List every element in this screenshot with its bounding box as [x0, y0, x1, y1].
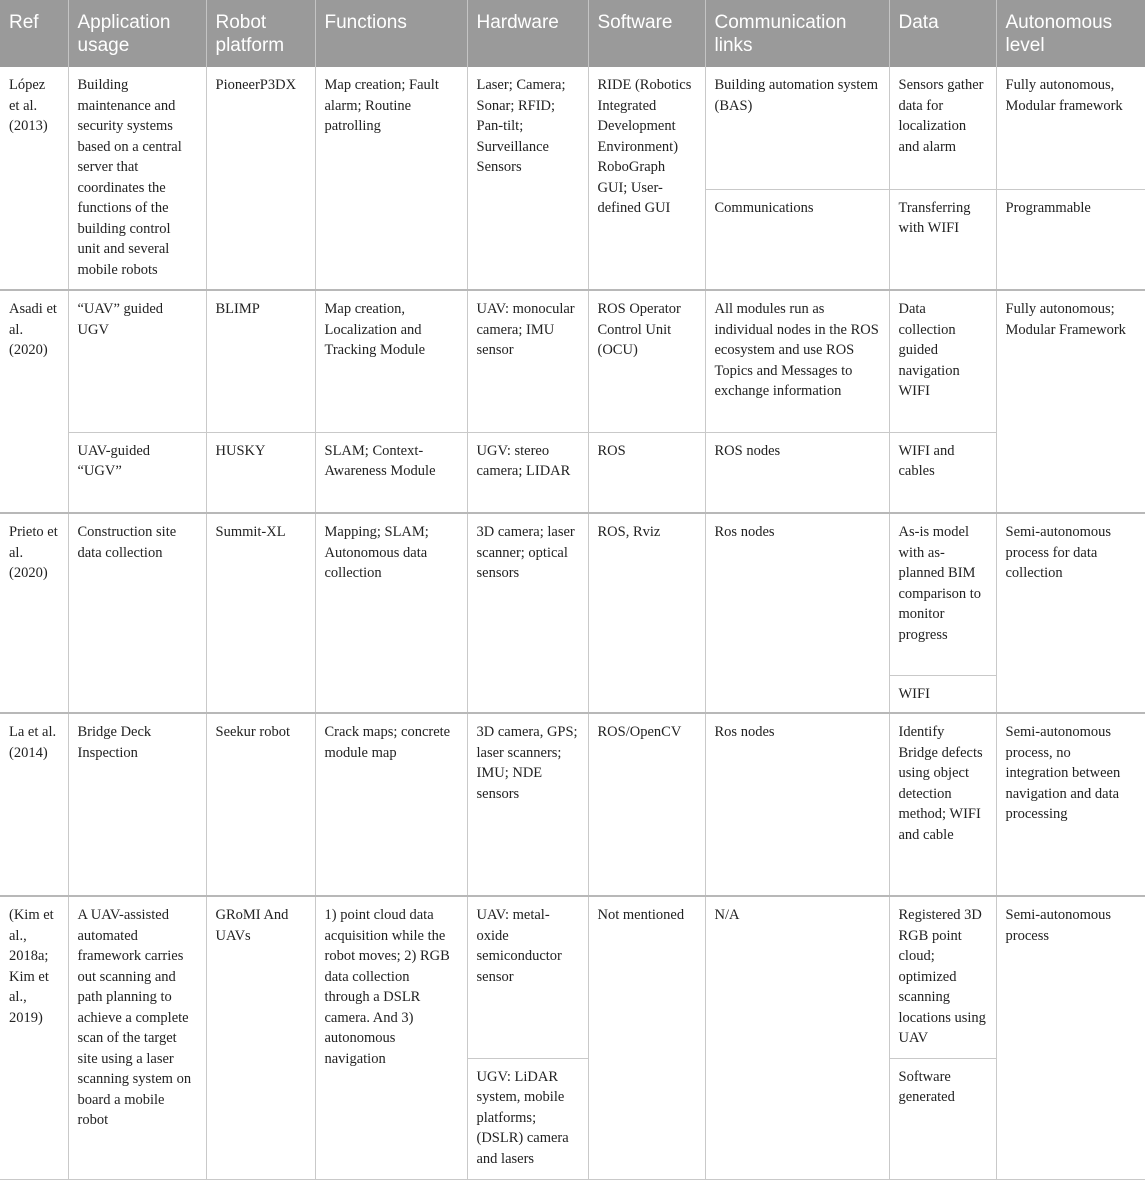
cell-ref: López et al. (2013) — [0, 67, 68, 290]
cell-hardware: 3D camera, GPS; laser scanners; IMU; NDE sensors — [467, 713, 588, 896]
header-functions: Functions — [315, 0, 467, 67]
header-row — [0, 0, 1145, 67]
cell-data: WIFI — [889, 675, 996, 713]
cell-application-usage: Construction site data collection — [68, 513, 206, 713]
cell-autonomous-level: Programmable — [996, 189, 1145, 290]
cell-hardware: UAV: metal-oxide semiconductor sensor — [467, 896, 588, 1058]
cell-hardware: Laser; Camera; Sonar; RFID; Pan-tilt; Surveillance Sensors — [467, 67, 588, 290]
cell-hardware: UAV: monocular camera; IMU sensor — [467, 290, 588, 432]
cell-application-usage: UAV-guided “UGV” — [68, 432, 206, 513]
cell-hardware: UGV: stereo camera; LIDAR — [467, 432, 588, 513]
cell-robot-platform: PioneerP3DX — [206, 67, 315, 290]
cell-software: RIDE (Robotics Integrated Development Environment) RoboGraph GUI; User-defined GUI — [588, 67, 705, 290]
cell-application-usage: Building maintenance and security systems based on a central server that coordinates the functions of the building control unit and several mobile robots — [68, 67, 206, 290]
cell-hardware: 3D camera; laser scanner; optical sensors — [467, 513, 588, 713]
cell-functions: Mapping; SLAM; Autonomous data collection — [315, 513, 467, 713]
cell-ref: Asadi et al. (2020) — [0, 290, 68, 513]
cell-software: ROS — [588, 432, 705, 513]
header-robot-platform: Robot platform — [206, 0, 315, 67]
cell-robot-platform: GRoMI And UAVs — [206, 896, 315, 1179]
cell-data: As-is model with as-planned BIM comparison to monitor progress — [889, 513, 996, 675]
cell-ref: Prieto et al. (2020) — [0, 513, 68, 713]
cell-autonomous-level: Fully autonomous, Modular framework — [996, 67, 1145, 189]
cell-robot-platform: BLIMP — [206, 290, 315, 432]
header-hardware: Hardware — [467, 0, 588, 67]
cell-robot-platform: HUSKY — [206, 432, 315, 513]
cell-ref: La et al. (2014) — [0, 713, 68, 896]
header-application-usage: Application usage — [68, 0, 206, 67]
cell-communication-links: Ros nodes — [705, 713, 889, 896]
header-ref: Ref — [0, 0, 68, 67]
cell-robot-platform: Summit-XL — [206, 513, 315, 713]
cell-data: Registered 3D RGB point cloud; optimized scanning locations using UAV — [889, 896, 996, 1058]
header-autonomous-level: Autonomous level — [996, 0, 1145, 67]
cell-autonomous-level: Semi-autonomous process, no integration between navigation and data processing — [996, 713, 1145, 896]
header-software: Software — [588, 0, 705, 67]
cell-communication-links: ROS nodes — [705, 432, 889, 513]
cell-hardware: UGV: LiDAR system, mobile platforms; (DSLR) camera and lasers — [467, 1058, 588, 1179]
cell-communication-links: Building automation system (BAS) — [705, 67, 889, 189]
cell-functions: Map creation, Localization and Tracking Module — [315, 290, 467, 432]
cell-software: Not mentioned — [588, 896, 705, 1179]
cell-autonomous-level: Fully autonomous; Modular Framework — [996, 290, 1145, 513]
cell-functions: 1) point cloud data acquisition while the robot moves; 2) RGB data collection through a DSLR camera. And 3) autonomous navigation — [315, 896, 467, 1179]
cell-data: Identify Bridge defects using object detection method; WIFI and cable — [889, 713, 996, 896]
cell-communication-links: All modules run as individual nodes in the ROS ecosystem and use ROS Topics and Messages to exchange information — [705, 290, 889, 432]
table-row — [0, 896, 1145, 1058]
cell-autonomous-level: Semi-autonomous process for data collection — [996, 513, 1145, 713]
cell-functions: SLAM; Context-Awareness Module — [315, 432, 467, 513]
cell-application-usage: A UAV-assisted automated framework carries out scanning and path planning to achieve a complete scan of the target site using a laser scanning system on board a mobile robot — [68, 896, 206, 1179]
cell-software: ROS Operator Control Unit (OCU) — [588, 290, 705, 432]
cell-ref: (Kim et al., 2018a; Kim et al., 2019) — [0, 896, 68, 1179]
table-row — [0, 713, 1145, 896]
header-data: Data — [889, 0, 996, 67]
header-communication-links: Communication links — [705, 0, 889, 67]
table-row — [0, 290, 1145, 432]
cell-data: Software generated — [889, 1058, 996, 1179]
cell-robot-platform: Seekur robot — [206, 713, 315, 896]
cell-data: Sensors gather data for localization and alarm — [889, 67, 996, 189]
cell-data: WIFI and cables — [889, 432, 996, 513]
cell-data: Data collection guided navigation WIFI — [889, 290, 996, 432]
cell-data: Transferring with WIFI — [889, 189, 996, 290]
cell-application-usage: Bridge Deck Inspection — [68, 713, 206, 896]
cell-functions: Map creation; Fault alarm; Routine patrolling — [315, 67, 467, 290]
cell-software: ROS, Rviz — [588, 513, 705, 713]
cell-autonomous-level: Semi-autonomous process — [996, 896, 1145, 1179]
table-row — [0, 67, 1145, 189]
cell-communication-links: N/A — [705, 896, 889, 1179]
cell-communication-links: Communications — [705, 189, 889, 290]
cell-functions: Crack maps; concrete module map — [315, 713, 467, 896]
table-row — [0, 432, 1145, 513]
table-row — [0, 513, 1145, 675]
cell-communication-links: Ros nodes — [705, 513, 889, 713]
cell-software: ROS/OpenCV — [588, 713, 705, 896]
cell-application-usage: “UAV” guided UGV — [68, 290, 206, 432]
